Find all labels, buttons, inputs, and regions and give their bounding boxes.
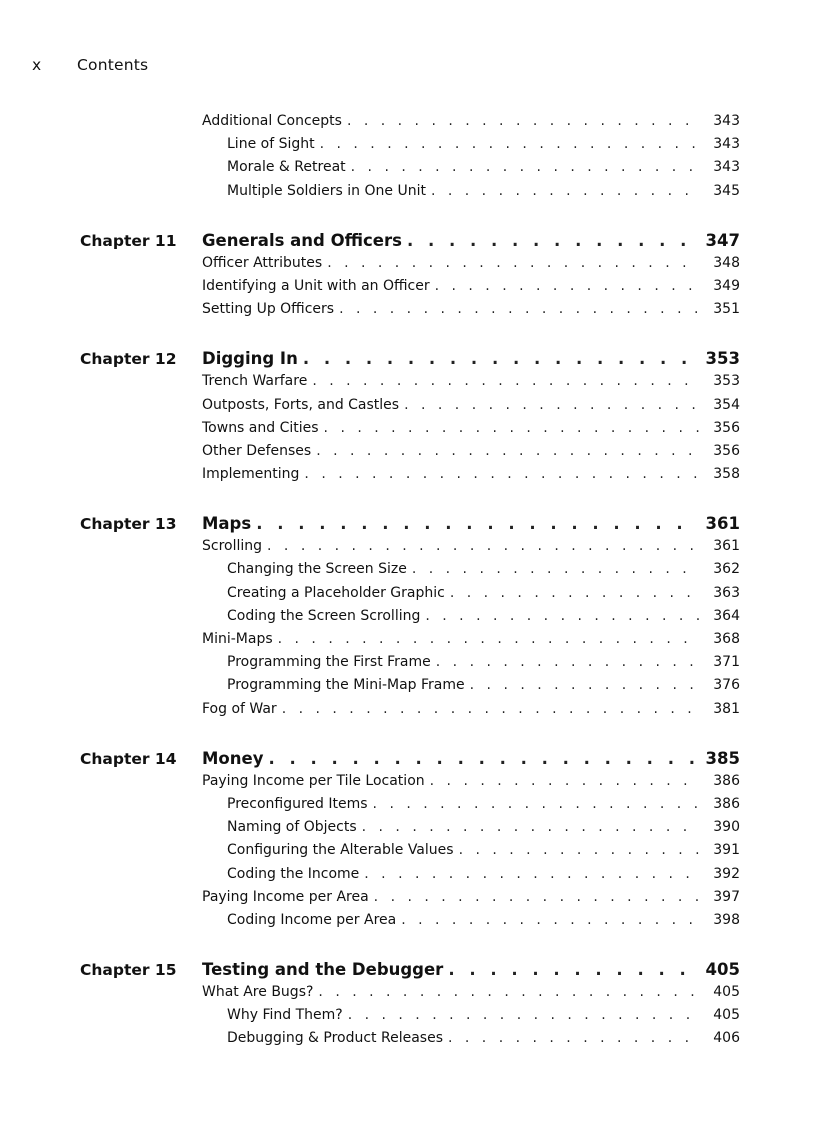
toc-entry-line xyxy=(227,585,740,601)
toc-entry-line xyxy=(202,443,740,459)
toc-section xyxy=(80,958,740,1054)
dot-leader xyxy=(282,701,700,717)
entry-page-number: 381 xyxy=(713,700,740,717)
toc-section xyxy=(80,512,740,724)
dot-leader xyxy=(412,561,700,577)
chapter-heading xyxy=(80,347,740,373)
toc-section-entry[interactable] xyxy=(80,278,740,301)
dot-leader xyxy=(401,912,700,928)
entry-page-number: 371 xyxy=(713,654,740,671)
toc-section-entry[interactable] xyxy=(80,373,740,396)
toc-section-entry[interactable] xyxy=(80,701,740,724)
toc-subsection-entry[interactable] xyxy=(80,608,740,631)
entry-title: Additional Concepts xyxy=(202,113,342,129)
entry-page-number: 348 xyxy=(713,254,740,271)
toc-entry-line xyxy=(227,654,740,670)
chapter-title: Generals and Officers xyxy=(202,230,402,250)
entry-title: Why Find Them? xyxy=(227,1007,343,1024)
toc-section-entry[interactable] xyxy=(80,984,740,1007)
toc-entry-line xyxy=(202,113,740,129)
entry-title: Programming the First Frame xyxy=(227,654,431,671)
toc-subsection-entry[interactable] xyxy=(80,1030,740,1053)
entry-title: Mini-Maps xyxy=(202,631,273,647)
dot-leader xyxy=(470,677,700,693)
chapter-entry[interactable] xyxy=(202,349,740,368)
table-of-contents xyxy=(80,113,740,1077)
toc-entry-line xyxy=(227,912,740,928)
toc-subsection-entry[interactable] xyxy=(80,912,740,935)
toc-subsection-entry[interactable] xyxy=(80,136,740,159)
entry-page-number: 390 xyxy=(713,819,740,836)
toc-section xyxy=(80,113,740,206)
toc-entry-line xyxy=(227,1030,740,1046)
chapter-entry[interactable] xyxy=(202,231,740,250)
toc-section-entry[interactable] xyxy=(80,301,740,324)
entry-page-number: 349 xyxy=(713,277,740,294)
toc-section-entry[interactable] xyxy=(80,466,740,489)
chapter-page-number: 353 xyxy=(705,349,740,369)
entry-title: Towns and Cities xyxy=(202,419,319,436)
dot-leader xyxy=(327,255,700,271)
entry-page-number: 376 xyxy=(713,677,740,694)
entry-page-number: 343 xyxy=(713,159,740,176)
entry-page-number: 391 xyxy=(713,842,740,859)
dot-leader xyxy=(268,749,694,768)
dot-leader xyxy=(373,796,700,812)
entry-title: Fog of War xyxy=(202,700,277,717)
toc-section-entry[interactable] xyxy=(80,889,740,912)
entry-title: Trench Warfare xyxy=(202,373,308,390)
toc-entry-line xyxy=(202,701,740,717)
dot-leader xyxy=(404,397,700,413)
toc-entry-line xyxy=(202,278,740,294)
entry-title: Coding the Income xyxy=(227,865,360,882)
entry-page-number: 386 xyxy=(713,795,740,812)
entry-page-number: 358 xyxy=(713,466,740,483)
entry-page-number: 361 xyxy=(713,538,740,555)
toc-entry-line xyxy=(227,608,740,624)
toc-section-entry[interactable] xyxy=(80,773,740,796)
entry-page-number: 353 xyxy=(713,373,740,390)
toc-entry-line xyxy=(202,255,740,271)
entry-page-number: 343 xyxy=(713,113,740,129)
entry-title: Paying Income per Area xyxy=(202,888,369,905)
toc-section-entry[interactable] xyxy=(80,631,740,654)
toc-section xyxy=(80,747,740,935)
toc-section-entry[interactable] xyxy=(80,420,740,443)
chapter-heading xyxy=(80,512,740,538)
entry-title: Line of Sight xyxy=(227,136,315,153)
dot-leader xyxy=(425,608,700,624)
toc-entry-line xyxy=(202,984,740,1000)
toc-section-entry[interactable] xyxy=(80,397,740,420)
toc-entry-line xyxy=(227,1007,740,1023)
chapter-page-number: 385 xyxy=(705,748,740,768)
toc-entry-line xyxy=(202,773,740,789)
toc-entry-line xyxy=(202,420,740,436)
toc-subsection-entry[interactable] xyxy=(80,561,740,584)
chapter-page-number: 347 xyxy=(705,230,740,250)
dot-leader xyxy=(448,1030,700,1046)
dot-leader xyxy=(303,349,694,368)
dot-leader xyxy=(318,984,700,1000)
dot-leader xyxy=(407,231,694,250)
chapter-page-number: 361 xyxy=(705,514,740,534)
entry-title: Identifying a Unit with an Officer xyxy=(202,277,430,294)
chapter-number: Chapter 14 xyxy=(80,749,177,768)
dot-leader xyxy=(339,301,700,317)
entry-page-number: 354 xyxy=(713,396,740,413)
toc-entry-line xyxy=(227,842,740,858)
entry-title: Other Defenses xyxy=(202,442,312,459)
toc-subsection-entry[interactable] xyxy=(80,159,740,182)
entry-title: Implementing xyxy=(202,466,300,483)
toc-entry-line xyxy=(202,373,740,389)
chapter-heading xyxy=(80,747,740,773)
dot-leader xyxy=(450,585,700,601)
entry-page-number: 386 xyxy=(713,772,740,789)
dot-leader xyxy=(304,466,700,482)
entry-page-number: 351 xyxy=(713,301,740,318)
entry-page-number: 405 xyxy=(713,1007,740,1024)
chapter-heading xyxy=(80,229,740,255)
entry-title: Morale & Retreat xyxy=(227,159,346,176)
dot-leader xyxy=(435,278,700,294)
dot-leader xyxy=(459,842,700,858)
toc-subsection-entry[interactable] xyxy=(80,842,740,865)
toc-entry-line xyxy=(227,796,740,812)
entry-title: Changing the Screen Size xyxy=(227,561,407,578)
chapter-number: Chapter 11 xyxy=(80,231,177,250)
toc-entry-line xyxy=(202,397,740,413)
entry-title: Preconfigured Items xyxy=(227,795,368,812)
entry-title: Multiple Soldiers in One Unit xyxy=(227,182,426,199)
entry-title: Coding the Screen Scrolling xyxy=(227,607,421,624)
toc-entry-line xyxy=(227,183,740,199)
toc-subsection-entry[interactable] xyxy=(80,654,740,677)
toc-subsection-entry[interactable] xyxy=(80,796,740,819)
chapter-title: Digging In xyxy=(202,349,298,369)
entry-page-number: 345 xyxy=(713,182,740,199)
entry-page-number: 397 xyxy=(713,888,740,905)
chapter-title: Testing and the Debugger xyxy=(202,960,444,980)
toc-subsection-entry[interactable] xyxy=(80,819,740,842)
toc-section-entry[interactable] xyxy=(80,538,740,561)
toc-section xyxy=(80,229,740,325)
dot-leader xyxy=(324,420,700,436)
toc-entry-line xyxy=(202,466,740,482)
toc-entry-line xyxy=(202,301,740,317)
entry-title: Officer Attributes xyxy=(202,254,323,271)
entry-title: Paying Income per Tile Location xyxy=(202,772,425,789)
dot-leader xyxy=(351,159,700,175)
chapter-heading xyxy=(80,958,740,984)
dot-leader xyxy=(267,538,700,554)
toc-entry-line xyxy=(202,538,740,554)
chapter-number: Chapter 15 xyxy=(80,961,177,980)
entry-page-number: 356 xyxy=(713,442,740,459)
toc-entry-line xyxy=(227,561,740,577)
dot-leader xyxy=(278,631,700,647)
toc-entry-line xyxy=(227,136,740,152)
chapter-number: Chapter 12 xyxy=(80,350,177,369)
dot-leader xyxy=(347,113,700,129)
toc-section-entry[interactable] xyxy=(80,255,740,278)
toc-subsection-entry[interactable] xyxy=(80,585,740,608)
entry-page-number: 364 xyxy=(713,607,740,624)
page-folio: x xyxy=(32,56,42,74)
dot-leader xyxy=(320,136,700,152)
toc-entry-line xyxy=(227,159,740,175)
entry-page-number: 368 xyxy=(713,631,740,647)
toc-subsection-entry[interactable] xyxy=(80,677,740,700)
toc-entry-line xyxy=(202,889,740,905)
toc-subsection-entry[interactable] xyxy=(80,1007,740,1030)
entry-title: Naming of Objects xyxy=(227,819,357,836)
dot-leader xyxy=(436,654,700,670)
dot-leader xyxy=(448,960,694,979)
chapter-title: Money xyxy=(202,748,264,768)
entry-page-number: 356 xyxy=(713,419,740,436)
entry-page-number: 398 xyxy=(713,911,740,928)
chapter-number: Chapter 13 xyxy=(80,515,177,534)
toc-section xyxy=(80,347,740,489)
entry-page-number: 405 xyxy=(713,984,740,1001)
entry-title: What Are Bugs? xyxy=(202,984,314,1001)
dot-leader xyxy=(430,773,700,789)
entry-page-number: 362 xyxy=(713,561,740,578)
dot-leader xyxy=(364,866,700,882)
running-head-title: Contents xyxy=(77,56,149,74)
entry-title: Debugging & Product Releases xyxy=(227,1030,443,1047)
chapter-title: Maps xyxy=(202,514,252,534)
chapter-entry[interactable] xyxy=(202,749,740,768)
dot-leader xyxy=(256,514,694,533)
dot-leader xyxy=(316,443,700,459)
toc-entry-line xyxy=(202,631,740,647)
toc-section-entry[interactable] xyxy=(80,113,740,136)
chapter-entry[interactable] xyxy=(202,960,740,979)
chapter-page-number: 405 xyxy=(705,960,740,980)
entry-title: Coding Income per Area xyxy=(227,911,397,928)
running-head xyxy=(32,56,148,74)
toc-subsection-entry[interactable] xyxy=(80,866,740,889)
toc-entry-line xyxy=(227,866,740,882)
toc-subsection-entry[interactable] xyxy=(80,183,740,206)
entry-title: Programming the Mini-Map Frame xyxy=(227,677,465,694)
entry-title: Scrolling xyxy=(202,538,263,555)
dot-leader xyxy=(348,1007,700,1023)
entry-title: Setting Up Officers xyxy=(202,301,335,318)
entry-page-number: 392 xyxy=(713,865,740,882)
dot-leader xyxy=(312,373,700,389)
dot-leader xyxy=(362,819,700,835)
dot-leader xyxy=(374,889,700,905)
toc-section-entry[interactable] xyxy=(80,443,740,466)
entry-page-number: 343 xyxy=(713,136,740,153)
entry-page-number: 406 xyxy=(713,1030,740,1047)
entry-title: Outposts, Forts, and Castles xyxy=(202,396,400,413)
entry-page-number: 363 xyxy=(713,584,740,601)
toc-entry-line xyxy=(227,677,740,693)
dot-leader xyxy=(431,183,700,199)
chapter-entry[interactable] xyxy=(202,514,740,533)
entry-title: Configuring the Alterable Values xyxy=(227,842,454,859)
entry-title: Creating a Placeholder Graphic xyxy=(227,584,445,601)
toc-entry-line xyxy=(227,819,740,835)
